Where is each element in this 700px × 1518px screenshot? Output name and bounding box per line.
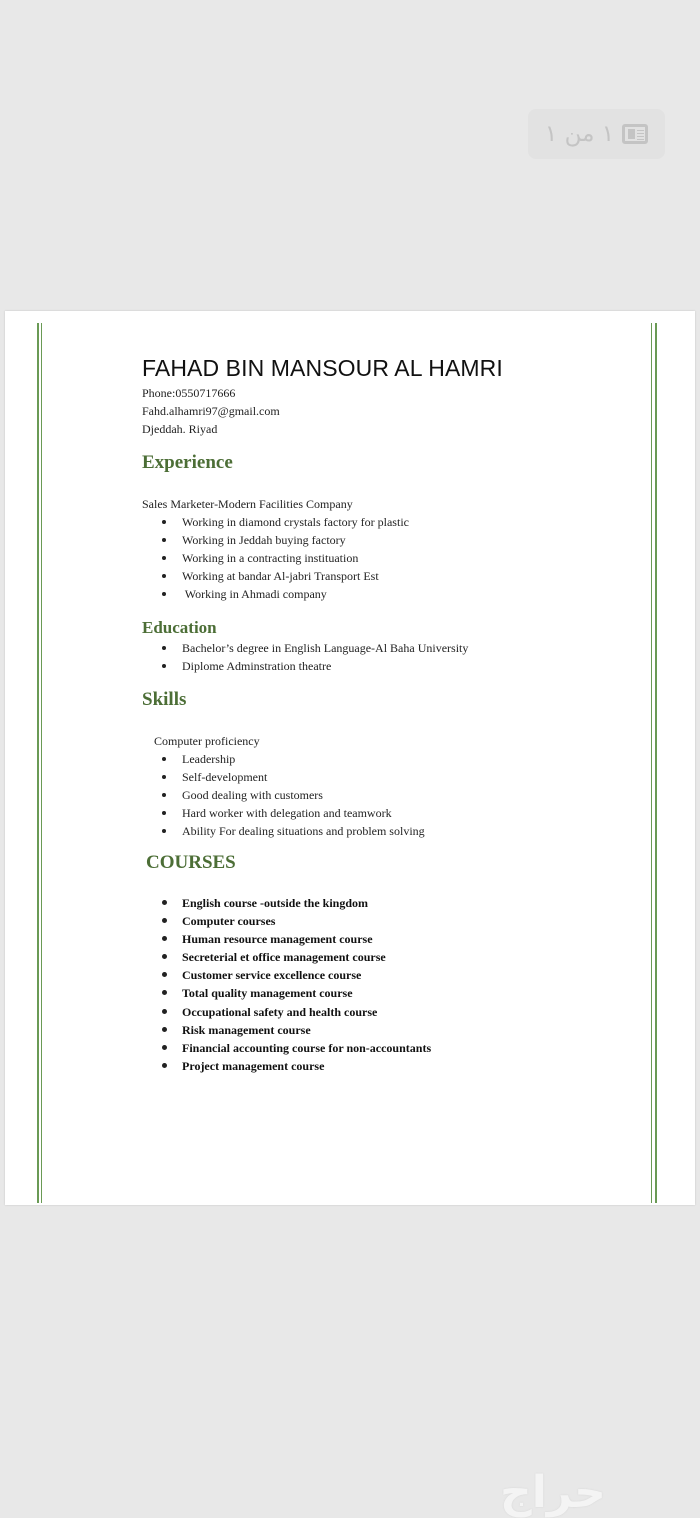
course-item: Risk management course (142, 1021, 431, 1039)
skills-list (142, 750, 425, 840)
course-item: English course -outside the kingdom (142, 894, 431, 912)
page-layout-icon (622, 124, 648, 144)
experience-heading: Experience (142, 452, 233, 473)
experience-item: Working in a contracting instituation (142, 549, 409, 567)
contact-phone: Phone:0550717666 (142, 386, 236, 400)
skills-item: Leadership (142, 750, 425, 768)
courses-heading: COURSES (146, 852, 236, 873)
education-item: Diplome Adminstration theatre (142, 657, 468, 675)
skills-item: Ability For dealing situations and problem solving (142, 822, 425, 840)
contact-location: Djeddah. Riyad (142, 422, 218, 436)
course-item: Financial accounting course for non-accountants (142, 1039, 431, 1057)
course-item: Human resource management course (142, 930, 431, 948)
experience-item: Working at bandar Al-jabri Transport Est (142, 567, 409, 585)
courses-list (142, 894, 431, 1075)
education-list (142, 639, 468, 675)
resume-name: FAHAD BIN MANSOUR AL HAMRI (142, 355, 503, 381)
course-item: Total quality management course (142, 984, 431, 1002)
skills-intro: Computer proficiency (154, 734, 260, 748)
skills-item: Self-development (142, 768, 425, 786)
experience-item: Working in diamond crystals factory for plastic (142, 513, 409, 531)
page-count-text: ١ من ١ (544, 121, 615, 147)
course-item: Customer service excellence course (142, 966, 431, 984)
course-item: Project management course (142, 1057, 431, 1075)
page-indicator[interactable] (528, 109, 665, 159)
course-item: Occupational safety and health course (142, 1003, 431, 1021)
experience-item: Working in Jeddah buying factory (142, 531, 409, 549)
site-watermark-logo: حراج (500, 1467, 606, 1518)
education-item: Bachelor’s degree in English Language-Al Baha University (142, 639, 468, 657)
course-item: Secreterial et office management course (142, 948, 431, 966)
experience-job-title: Sales Marketer-Modern Facilities Company (142, 497, 353, 511)
experience-item: Working in Ahmadi company (142, 585, 409, 603)
skills-item: Hard worker with delegation and teamwork (142, 804, 425, 822)
contact-email: Fahd.alhamri97@gmail.com (142, 404, 280, 418)
course-item: Computer courses (142, 912, 431, 930)
skills-item: Good dealing with customers (142, 786, 425, 804)
education-heading: Education (142, 618, 217, 637)
skills-heading: Skills (142, 689, 187, 710)
experience-list (142, 513, 409, 603)
resume-page (5, 311, 695, 1205)
